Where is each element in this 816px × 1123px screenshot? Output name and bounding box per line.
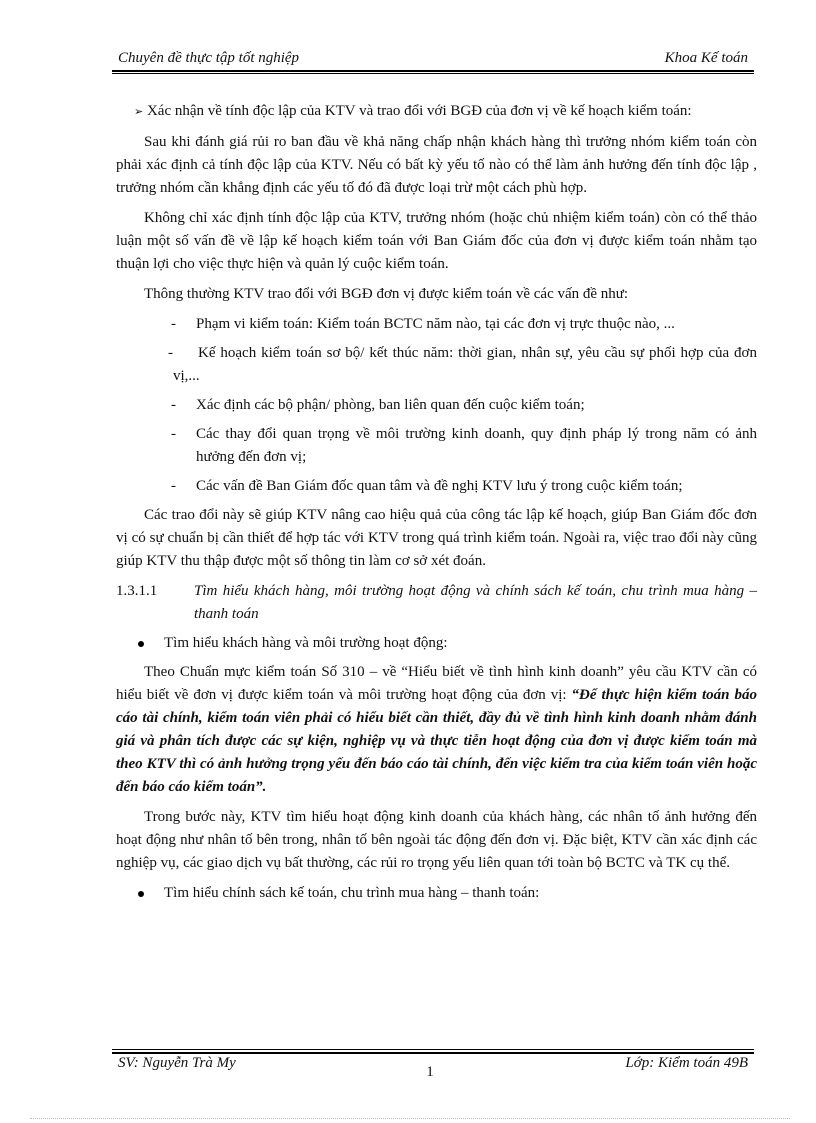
footer-rule [112, 1052, 754, 1054]
footer-student: SV: Nguyễn Trà My [118, 1055, 236, 1071]
paragraph-1: Sau khi đánh giá rủi ro ban đầu về khả năng chấp nhận khách hàng thì trưởng nhóm kiểm toán còn phải xác định cả tính độc lập của KTV. Nếu có bất kỳ yếu tố nào có thể làm ảnh hưởng đến tính độc lập , trưởng nhóm cần khẳng định các yếu tố đó đã được loại trừ một cách phù hợp. [116, 134, 757, 196]
list-item [116, 342, 757, 388]
dash-marker: - [171, 397, 176, 413]
page-content [116, 100, 757, 911]
bullet-dot-icon [138, 641, 144, 647]
arrow-item-text: Xác nhận về tính độc lập của KTV và trao đổi với BGĐ của đơn vị về kế hoạch kiểm toán: [146, 103, 692, 119]
bullet-text: Tìm hiểu chính sách kế toán, chu trình mua hàng – thanh toán: [164, 885, 540, 901]
list-item [116, 423, 757, 469]
arrow-bullet-icon: ➢ [134, 106, 144, 118]
section-heading [116, 580, 757, 626]
header-rule [112, 70, 754, 72]
paragraph-2: Không chỉ xác định tính độc lập của KTV, trưởng nhóm (hoặc chủ nhiệm kiểm toán) còn có thể thảo luận một số vấn đề về lập kế hoạch kiểm toán với Ban Giám đốc của đơn vị được kiểm toán nhằm tạo thuận lợi cho việc thực hiện và quản lý cuộc kiểm toán. [116, 210, 757, 272]
page-header [118, 46, 748, 70]
section-number: 1.3.1.1 [116, 583, 158, 599]
dash-marker: - [171, 316, 176, 332]
section-title: Tìm hiểu khách hàng, môi trường hoạt động và chính sách kế toán, chu trình mua hàng – thanh toán [194, 583, 757, 622]
list-item [116, 313, 757, 336]
paragraph-5-lead: Theo Chuẩn mực kiểm toán Số 310 – về “Hiểu biết về tình hình kinh doanh” yêu cầu KTV cần có hiểu biết về đơn vị được kiểm toán và môi trường hoạt động của đơn vị: [116, 664, 757, 703]
list-item-text: Các thay đổi quan trọng về môi trường kinh doanh, quy định pháp lý trong năm có ảnh hưởng đến đơn vị; [196, 426, 757, 465]
header-left-title: Chuyên đề thực tập tốt nghiệp [118, 50, 300, 66]
arrow-paragraph [116, 100, 757, 124]
page-bottom-dotted-line [30, 1118, 790, 1119]
list-item [116, 394, 757, 417]
dash-list [116, 313, 757, 498]
dash-marker: - [171, 426, 176, 442]
bullet-item-1 [116, 632, 757, 655]
list-item-text: Xác định các bộ phận/ phòng, ban liên quan đến cuộc kiểm toán; [196, 397, 585, 413]
paragraph-4: Các trao đổi này sẽ giúp KTV nâng cao hiệu quả của công tác lập kế hoạch, giúp Ban Giám đốc đơn vị có sự chuẩn bị cần thiết để hợp tác với KTV trong quá trình kiểm toán. Ngoài ra, việc trao đổi này cũng giúp KTV thu thập được một số thông tin làm cơ sở xét đoán. [116, 507, 757, 569]
paragraph-6: Trong bước này, KTV tìm hiểu hoạt động kinh doanh của khách hàng, các nhân tố ảnh hưởng đến hoạt động như nhân tố bên trong, nhân tố bên ngoài tác động đến đơn vị. Đặc biệt, KTV cần xác định các nghiệp vụ, các giao dịch vụ bất thường, các rủi ro trọng yếu liên quan tới toàn bộ BCTC và TK cụ thể. [116, 809, 757, 871]
footer-rule-thin [112, 1049, 754, 1050]
page-number: 1 [426, 1064, 434, 1080]
bullet-item-2 [116, 882, 757, 905]
header-rule-thin [112, 73, 754, 74]
paragraph-3: Thông thường KTV trao đổi với BGĐ đơn vị được kiểm toán về các vấn đề như: [144, 286, 629, 302]
dash-marker: - [168, 345, 173, 361]
paragraph-5 [116, 661, 757, 799]
list-item-text: Phạm vi kiểm toán: Kiểm toán BCTC năm nào, tại các đơn vị trực thuộc nào, ... [196, 316, 675, 332]
list-item [116, 475, 757, 498]
header-right-title: Khoa Kế toán [664, 50, 748, 66]
footer-class: Lớp: Kiểm toán 49B [625, 1055, 748, 1071]
list-item-text: Các vấn đề Ban Giám đốc quan tâm và đề nghị KTV lưu ý trong cuộc kiểm toán; [196, 478, 683, 494]
dash-marker: - [171, 478, 176, 494]
standard-quote: “Để thực hiện kiểm toán báo cáo tài chính, kiểm toán viên phải có hiểu biết cần thiết, đầy đủ về tình hình kinh doanh nhằm đánh giá và phân tích được các sự kiện, nghiệp vụ và thực tiễn hoạt động của đơn vị được kiểm toán mà theo KTV thì có ảnh hưởng trọng yếu đến báo cáo tài chính, đến việc kiểm tra của kiểm toán viên hoặc đến báo cáo kiểm toán”. [116, 687, 757, 795]
bullet-text: Tìm hiểu khách hàng và môi trường hoạt động: [164, 635, 448, 651]
bullet-dot-icon [138, 891, 144, 897]
list-item-text: Kế hoạch kiểm toán sơ bộ/ kết thúc năm: thời gian, nhân sự, yêu cầu sự phối hợp của đơn vị,... [173, 345, 757, 384]
